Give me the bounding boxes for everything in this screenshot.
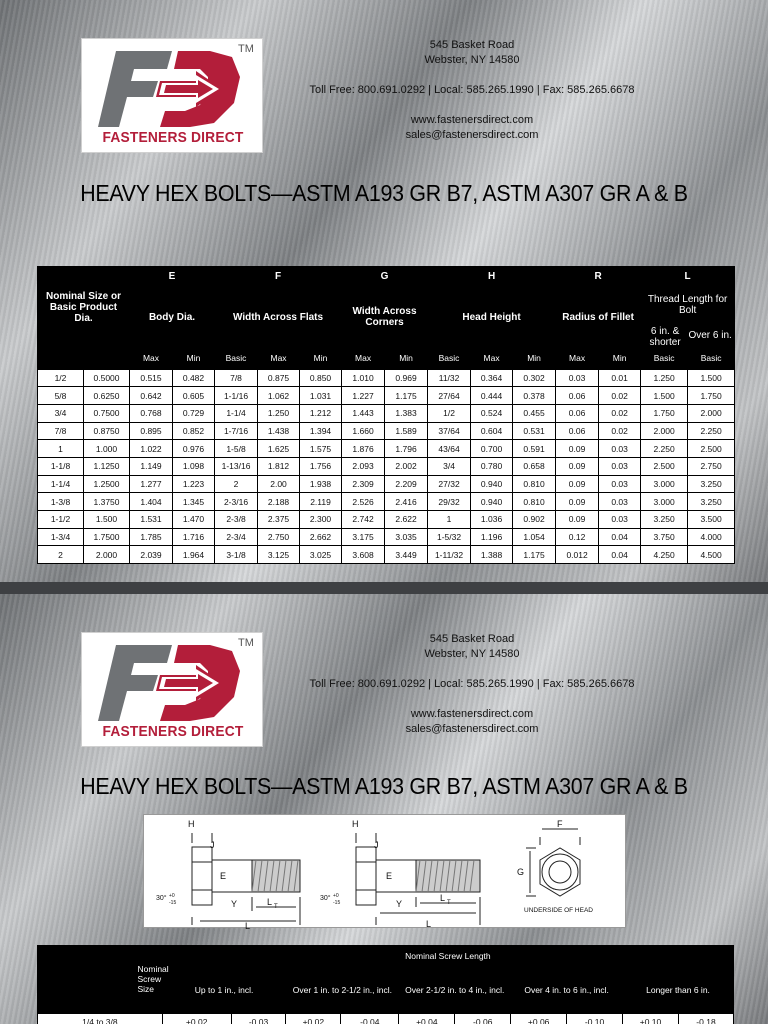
underside-caption: UNDERSIDE OF HEAD (524, 907, 593, 914)
table-cell: 0.515 (130, 369, 173, 387)
angle-label: 30° (156, 895, 167, 902)
table-cell: 0.364 (471, 369, 513, 387)
contact-block-2 (300, 632, 644, 737)
table-cell: 0.810 (513, 493, 556, 511)
company-name-2: FASTENERS DIRECT (102, 723, 244, 740)
table-cell: 1.625 (258, 440, 300, 458)
table-cell: 0.852 (173, 422, 215, 440)
table-cell: 0.01 (599, 369, 641, 387)
dim-lt-label: L (267, 897, 273, 907)
table-cell: 1.054 (513, 528, 556, 546)
table-cell: 0.444 (471, 387, 513, 405)
fd-logo-icon (82, 39, 264, 134)
table-cell: 1.394 (300, 422, 342, 440)
table-cell: 0.875 (258, 369, 300, 387)
width-across-corners-header: Width Across Corners (352, 306, 417, 328)
table-cell: 1.223 (173, 475, 215, 493)
address-line-2: Webster, NY 14580 (424, 54, 520, 66)
table-cell: 2.250 (688, 422, 735, 440)
table-row (38, 457, 735, 475)
table-cell: 2.375 (258, 511, 300, 529)
table-cell: 2.526 (342, 493, 385, 511)
table-cell: 1.756 (300, 457, 342, 475)
website-link[interactable]: www.fastenersdirect.com (410, 708, 534, 720)
table-cell: 0.02 (599, 404, 641, 422)
email-link[interactable]: sales@fastenersdirect.com (405, 723, 539, 735)
table-cell: 0.09 (556, 511, 599, 529)
dimensions-table-body (38, 369, 735, 564)
phone-numbers: Toll Free: 800.691.0292 | Local: 585.265.1990 | Fax: 585.265.6678 (309, 678, 635, 690)
table-cell: 3.000 (641, 475, 688, 493)
table-cell: 1.750 (688, 387, 735, 405)
sub-header-cell: Basic (225, 353, 247, 364)
table-cell: 0.302 (513, 369, 556, 387)
table-cell: 43/64 (428, 440, 471, 458)
table-cell: 1.062 (258, 387, 300, 405)
table-cell: 2.250 (641, 440, 688, 458)
contact-block (300, 38, 644, 143)
table-cell: -0.18 (678, 1013, 733, 1024)
sub-header-cell: Min (313, 353, 328, 364)
table-cell: 3.449 (385, 546, 428, 564)
table-cell: 1.031 (300, 387, 342, 405)
col-letter-f: F (274, 270, 282, 282)
table-cell: 3.250 (688, 475, 735, 493)
table-cell: 4.000 (688, 528, 735, 546)
table-cell: +0.06 (511, 1013, 567, 1024)
table-row (38, 528, 735, 546)
table-row (38, 422, 735, 440)
table-cell: 3-1/8 (215, 546, 258, 564)
table-cell: 3/4 (428, 457, 471, 475)
tol-minus: -15 (169, 900, 177, 906)
sub-header-cell: Max (569, 353, 586, 364)
dim-l-label: L (245, 921, 251, 929)
svg-text:-15: -15 (333, 900, 341, 906)
table-cell: 0.03 (556, 369, 599, 387)
table-cell: 0.729 (173, 404, 215, 422)
table-cell: 3/4 (38, 404, 84, 422)
sub-header-cell: Basic (700, 353, 722, 364)
table-cell: 0.03 (599, 440, 641, 458)
table-cell: 1.443 (342, 404, 385, 422)
table-cell: 2-3/8 (215, 511, 258, 529)
table-cell: 27/32 (428, 475, 471, 493)
sub-header-cell: Max (270, 353, 287, 364)
table-cell: 0.06 (556, 422, 599, 440)
phone-numbers: Toll Free: 800.691.0292 | Local: 585.265.1990 | Fax: 585.265.6678 (309, 84, 635, 96)
table-cell: 1.388 (471, 546, 513, 564)
tolerance-column-header: Over 4 in. to 6 in., incl. (524, 984, 609, 995)
tolerance-table-body (38, 1013, 734, 1024)
dim-f-label: F (557, 819, 563, 829)
table-cell: 0.7500 (84, 404, 130, 422)
table-cell: 1-5/8 (215, 440, 258, 458)
bolt-diagram (143, 814, 626, 928)
table-cell: 1.175 (513, 546, 556, 564)
table-cell: 0.012 (556, 546, 599, 564)
table-row (38, 493, 735, 511)
table-cell: 2.300 (300, 511, 342, 529)
table-cell: 0.940 (471, 493, 513, 511)
table-cell: 0.700 (471, 440, 513, 458)
table-cell: 2.622 (385, 511, 428, 529)
table-cell: 27/64 (428, 387, 471, 405)
table-cell: 0.531 (513, 422, 556, 440)
table-cell: 7/8 (38, 422, 84, 440)
tolerance-column-header: Up to 1 in., incl. (194, 984, 254, 995)
company-name: FASTENERS DIRECT (102, 129, 244, 146)
table-cell: 1.750 (641, 404, 688, 422)
table-cell: 1.470 (173, 511, 215, 529)
table-cell: 1.000 (84, 440, 130, 458)
table-cell: 11/32 (428, 369, 471, 387)
website-link[interactable]: www.fastenersdirect.com (410, 114, 534, 126)
dim-t-sub: T (274, 904, 278, 910)
table-cell: 0.591 (513, 440, 556, 458)
table-cell: 2 (38, 546, 84, 564)
table-cell: 2.002 (385, 457, 428, 475)
table-cell: +0.02 (286, 1013, 341, 1024)
table-cell: 2.093 (342, 457, 385, 475)
table-cell: 1.500 (84, 511, 130, 529)
sub-header-row (38, 348, 735, 369)
page-2 (0, 594, 768, 1024)
dim-h-label: H (188, 819, 195, 829)
table-cell: 0.768 (130, 404, 173, 422)
table-cell: 0.09 (556, 440, 599, 458)
col-letter-l: L (684, 270, 691, 282)
tolerance-column-header: Longer than 6 in. (646, 984, 710, 995)
table-cell: 3.250 (688, 493, 735, 511)
table-cell: 0.642 (130, 387, 173, 405)
table-cell: 0.605 (173, 387, 215, 405)
address-line-1: 545 Basket Road (429, 39, 515, 51)
dim-g-label: G (517, 867, 525, 877)
table-cell: -0.03 (231, 1013, 286, 1024)
table-cell: 1.3750 (84, 493, 130, 511)
table-cell: 1/4 to 3/8 (38, 1013, 163, 1024)
table-cell: 0.03 (599, 511, 641, 529)
table-cell: 0.04 (599, 546, 641, 564)
thread-length-header (641, 286, 735, 348)
table-cell: 1-1/4 (38, 475, 84, 493)
table-cell: 1.785 (130, 528, 173, 546)
address-line-1: 545 Basket Road (429, 633, 515, 645)
table-cell: 1-1/2 (38, 511, 84, 529)
nominal-screw-length-header: Nominal Screw Length (405, 951, 491, 961)
sub-header-cell: Min (186, 353, 201, 364)
table-cell: 2.662 (300, 528, 342, 546)
table-cell: 0.902 (513, 511, 556, 529)
dim-e-label: E (220, 871, 227, 881)
table-cell: 1.575 (300, 440, 342, 458)
table-cell: 1.716 (173, 528, 215, 546)
table-cell: 0.455 (513, 404, 556, 422)
col-letter-e: E (168, 270, 176, 282)
sub-header-cell: Min (527, 353, 541, 364)
table-cell: 3.125 (258, 546, 300, 564)
dimensions-table (37, 266, 735, 564)
table-cell: 0.09 (556, 493, 599, 511)
table-cell: 3.608 (342, 546, 385, 564)
table-cell: 0.02 (599, 387, 641, 405)
table-cell: 0.09 (556, 475, 599, 493)
table-cell: 1.036 (471, 511, 513, 529)
table-cell: 0.850 (300, 369, 342, 387)
table-cell: 2-3/4 (215, 528, 258, 546)
width-across-flats-header: Width Across Flats (232, 311, 324, 323)
table-cell: 1-1/4 (215, 404, 258, 422)
table-row (38, 404, 735, 422)
table-cell: 3.175 (342, 528, 385, 546)
table-cell: 1-1/16 (215, 387, 258, 405)
table-cell: 0.482 (173, 369, 215, 387)
trademark-mark: TM (238, 637, 254, 649)
table-cell: 2.000 (84, 546, 130, 564)
table-cell: 2.742 (342, 511, 385, 529)
nominal-size-header: Nominal Size or Basic Product Dia. (45, 290, 121, 324)
table-cell: 3.250 (641, 511, 688, 529)
table-cell: 1-1/8 (38, 457, 84, 475)
address-line-2: Webster, NY 14580 (424, 648, 520, 660)
table-cell: 2.188 (258, 493, 300, 511)
sub-header-cell: Max (483, 353, 500, 364)
table-cell: 1-11/32 (428, 546, 471, 564)
table-cell: 1.876 (342, 440, 385, 458)
table-cell: 0.03 (599, 493, 641, 511)
table-cell: 1/2 (38, 369, 84, 387)
table-cell: 0.03 (599, 457, 641, 475)
table-cell: 0.895 (130, 422, 173, 440)
dim-e-label-2: E (386, 871, 393, 881)
thread-6-shorter-label: 6 in. & shorter (649, 326, 681, 348)
table-cell: -0.06 (455, 1013, 511, 1024)
table-row (38, 511, 735, 529)
table-cell: 1.589 (385, 422, 428, 440)
email-link[interactable]: sales@fastenersdirect.com (405, 129, 539, 141)
col-letter-h: H (487, 270, 496, 282)
table-cell: 1 (428, 511, 471, 529)
dim-lt-label-2: L (440, 893, 446, 903)
table-cell: 1.149 (130, 457, 173, 475)
sub-header-cell: Max (355, 353, 372, 364)
col-letter-g: G (380, 270, 389, 282)
table-cell: 1.796 (385, 440, 428, 458)
table-cell: 5/8 (38, 387, 84, 405)
table-cell: 4.250 (641, 546, 688, 564)
table-cell: 2.039 (130, 546, 173, 564)
table-cell: 0.810 (513, 475, 556, 493)
table-cell: 1-13/16 (215, 457, 258, 475)
company-logo-2 (81, 632, 263, 747)
tolerance-column-header: Over 2-1/2 in. to 4 in., incl. (405, 984, 505, 995)
table-cell: 1.438 (258, 422, 300, 440)
dim-h-label-2: H (352, 819, 359, 829)
company-logo (81, 38, 263, 153)
table-cell: 1.022 (130, 440, 173, 458)
table-cell: 1.383 (385, 404, 428, 422)
table-cell: 1.964 (173, 546, 215, 564)
sub-header-cell: Basic (438, 353, 460, 364)
table-cell: 0.940 (471, 475, 513, 493)
page-separator (0, 582, 768, 594)
table-row (38, 440, 735, 458)
table-cell: 0.03 (599, 475, 641, 493)
table-cell: 1.196 (471, 528, 513, 546)
table-cell: 1.500 (641, 387, 688, 405)
tol-plus: +0 (169, 893, 175, 899)
sub-header-cell: Max (142, 353, 160, 364)
nominal-screw-size-header: Nominal Screw Size (137, 963, 169, 994)
svg-text:+0: +0 (333, 893, 339, 899)
table-cell: 37/64 (428, 422, 471, 440)
table-cell: 1.010 (342, 369, 385, 387)
table-row (38, 387, 735, 405)
table-cell: 0.780 (471, 457, 513, 475)
table-cell: 0.5000 (84, 369, 130, 387)
radius-of-fillet-header: Radius of Fillet (562, 311, 634, 323)
table-cell: 2.750 (688, 457, 735, 475)
table-cell: 0.12 (556, 528, 599, 546)
table-cell: -0.04 (341, 1013, 399, 1024)
table-row (38, 546, 735, 564)
table-cell: 0.604 (471, 422, 513, 440)
table-cell: 0.04 (599, 528, 641, 546)
dim-l-label-2: L (426, 919, 432, 929)
sub-header-cell: Min (612, 353, 627, 364)
table-cell: 1.1250 (84, 457, 130, 475)
thread-over-6-label: Over 6 in. (688, 330, 732, 341)
page-title-2: HEAVY HEX BOLTS—ASTM A193 GR B7, ASTM A307 GR A & B (80, 773, 688, 799)
table-cell: 2.750 (258, 528, 300, 546)
table-cell: 1.227 (342, 387, 385, 405)
table-cell: 0.8750 (84, 422, 130, 440)
table-cell: 0.976 (173, 440, 215, 458)
table-cell: 0.378 (513, 387, 556, 405)
table-row (38, 1013, 734, 1024)
table-cell: 1.7500 (84, 528, 130, 546)
bolt-drawing-icon (144, 815, 627, 929)
table-cell: 7/8 (215, 369, 258, 387)
table-cell: 1-3/4 (38, 528, 84, 546)
table-cell: 29/32 (428, 493, 471, 511)
table-cell: 2.00 (258, 475, 300, 493)
table-cell: 0.06 (556, 404, 599, 422)
head-height-header: Head Height (462, 311, 521, 323)
table-cell: 1-7/16 (215, 422, 258, 440)
table-cell: +0.02 (162, 1013, 231, 1024)
table-cell: 0.524 (471, 404, 513, 422)
trademark-mark: TM (238, 43, 254, 55)
table-cell: 1.098 (173, 457, 215, 475)
table-cell: 1.404 (130, 493, 173, 511)
table-cell: 1.175 (385, 387, 428, 405)
table-cell: 1.2500 (84, 475, 130, 493)
table-cell: 2.500 (641, 457, 688, 475)
table-cell: 1.345 (173, 493, 215, 511)
table-cell: 1.531 (130, 511, 173, 529)
table-cell: +0.04 (399, 1013, 455, 1024)
table-cell: 1/2 (428, 404, 471, 422)
table-cell: 2.000 (641, 422, 688, 440)
table-row (38, 475, 735, 493)
table-cell: 0.02 (599, 422, 641, 440)
table-cell: 2.416 (385, 493, 428, 511)
sub-header-cell: Basic (653, 353, 675, 364)
table-cell: 0.969 (385, 369, 428, 387)
table-cell: 0.658 (513, 457, 556, 475)
table-cell: 2.119 (300, 493, 342, 511)
table-cell: 3.500 (688, 511, 735, 529)
table-cell: 1.250 (258, 404, 300, 422)
table-cell: 2.000 (688, 404, 735, 422)
table-cell: 4.500 (688, 546, 735, 564)
table-cell: 2.309 (342, 475, 385, 493)
dim-j-label-2: J (374, 840, 379, 850)
table-cell: -0.10 (567, 1013, 623, 1024)
dim-y-label: Y (231, 899, 238, 909)
tolerance-table (37, 945, 734, 1024)
dim-j-label: J (210, 840, 215, 850)
table-cell: 2 (215, 475, 258, 493)
table-cell: 1.938 (300, 475, 342, 493)
sub-header-cell: Min (399, 353, 413, 364)
table-cell: 1.250 (641, 369, 688, 387)
table-cell: 1.660 (342, 422, 385, 440)
table-cell: 3.025 (300, 546, 342, 564)
col-letter-r: R (594, 270, 602, 282)
table-cell: 0.09 (556, 457, 599, 475)
table-cell: 1.812 (258, 457, 300, 475)
angle-label-2: 30° (320, 895, 331, 902)
table-cell: 1-3/8 (38, 493, 84, 511)
tolerance-column-header: Over 1 in. to 2-1/2 in., incl. (292, 984, 392, 995)
table-cell: 2-3/16 (215, 493, 258, 511)
table-cell: 1.212 (300, 404, 342, 422)
thread-length-label: Thread Length for Bolt (647, 294, 728, 316)
table-cell: 1.277 (130, 475, 173, 493)
table-cell: 1 (38, 440, 84, 458)
table-cell: 1-5/32 (428, 528, 471, 546)
table-cell: 0.06 (556, 387, 599, 405)
table-row (38, 369, 735, 387)
table-cell: 2.209 (385, 475, 428, 493)
table-cell: 3.035 (385, 528, 428, 546)
body-dia-header: Body Dia. (148, 311, 196, 323)
fd-logo-icon (82, 633, 264, 728)
dim-y-label-2: Y (396, 899, 403, 909)
table-cell: 2.500 (688, 440, 735, 458)
table-cell: 3.000 (641, 493, 688, 511)
table-cell: 1.500 (688, 369, 735, 387)
dim-t-sub-2: T (447, 900, 451, 906)
table-cell: 0.6250 (84, 387, 130, 405)
table-cell: +0.10 (623, 1013, 679, 1024)
table-cell: 3.750 (641, 528, 688, 546)
page-title: HEAVY HEX BOLTS—ASTM A193 GR B7, ASTM A307 GR A & B (80, 180, 688, 206)
